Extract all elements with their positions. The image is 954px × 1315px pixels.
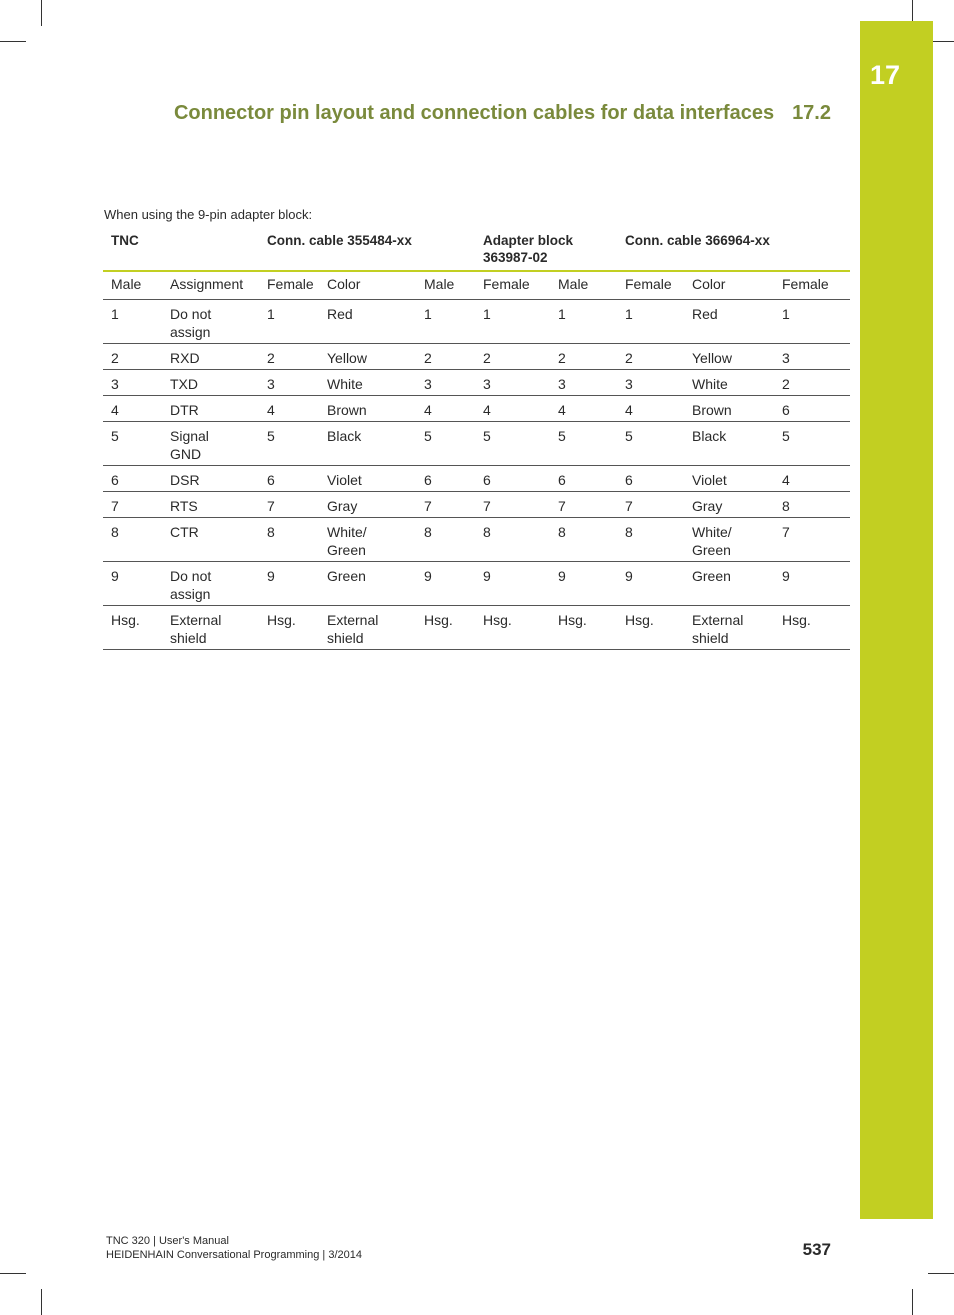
table-cell: Hsg. — [259, 606, 319, 650]
table-cell: 5 — [103, 422, 162, 466]
table-cell: Yellow — [319, 344, 416, 370]
page-number: 537 — [802, 1240, 831, 1259]
table-cell: 9 — [617, 562, 684, 606]
table-cell: 4 — [475, 396, 550, 422]
table-cell: White/ Green — [319, 518, 416, 562]
table-cell: 7 — [416, 492, 475, 518]
table-cell: DTR — [162, 396, 259, 422]
table-cell: 8 — [475, 518, 550, 562]
table-cell: Hsg. — [475, 606, 550, 650]
table-cell: 3 — [259, 370, 319, 396]
table-cell: 4 — [774, 466, 850, 492]
table-cell: 2 — [103, 344, 162, 370]
table-cell: 4 — [416, 396, 475, 422]
running-header-title: Connector pin layout and connection cables for data interfaces — [173, 102, 775, 124]
table-row — [103, 606, 850, 650]
crop-mark — [41, 1289, 42, 1315]
intro-text: When using the 9-pin adapter block: — [104, 207, 313, 222]
chapter-tab — [860, 21, 933, 1219]
table-cell: 5 — [259, 422, 319, 466]
table-row — [103, 370, 850, 396]
table-cell: 1 — [103, 300, 162, 344]
table-cell: RTS — [162, 492, 259, 518]
table-cell: 5 — [475, 422, 550, 466]
column-header-cell: Color — [319, 271, 416, 300]
column-header-cell: Color — [684, 271, 774, 300]
table-cell: RXD — [162, 344, 259, 370]
table-cell: 5 — [550, 422, 617, 466]
table-cell: Violet — [319, 466, 416, 492]
table-cell: 5 — [416, 422, 475, 466]
table-cell: 6 — [103, 466, 162, 492]
table-cell: 1 — [416, 300, 475, 344]
table-cell: 4 — [103, 396, 162, 422]
table-cell: Black — [319, 422, 416, 466]
table-cell: CTR — [162, 518, 259, 562]
table-cell: Signal GND — [162, 422, 259, 466]
table-cell: 8 — [103, 518, 162, 562]
table-cell: 3 — [617, 370, 684, 396]
table-cell: 7 — [774, 518, 850, 562]
table-cell: Do not assign — [162, 300, 259, 344]
table-cell: 5 — [617, 422, 684, 466]
group-header-cell: Adapter block 363987-02 — [475, 230, 617, 271]
table-cell: 1 — [259, 300, 319, 344]
table-cell: 7 — [475, 492, 550, 518]
table-cell: Hsg. — [774, 606, 850, 650]
table-cell: External shield — [162, 606, 259, 650]
table-cell: 2 — [774, 370, 850, 396]
table-cell: White — [684, 370, 774, 396]
table-cell: 3 — [550, 370, 617, 396]
group-header-cell: Conn. cable 355484-xx — [259, 230, 475, 271]
table-cell: Hsg. — [617, 606, 684, 650]
table-cell: 7 — [259, 492, 319, 518]
table-cell: Red — [684, 300, 774, 344]
table-cell: Black — [684, 422, 774, 466]
running-header-section: 17.2 — [792, 102, 831, 124]
table-cell: Green — [684, 562, 774, 606]
table-cell: 6 — [617, 466, 684, 492]
column-header-cell: Female — [475, 271, 550, 300]
column-header-cell: Female — [774, 271, 850, 300]
table-row — [103, 344, 850, 370]
chapter-number: 17 — [870, 60, 901, 90]
table-cell: Gray — [319, 492, 416, 518]
pin-layout-table — [103, 230, 850, 650]
table-row — [103, 300, 850, 344]
column-header-cell: Male — [103, 271, 162, 300]
column-header-cell: Male — [550, 271, 617, 300]
running-header — [100, 102, 831, 125]
table-cell: Yellow — [684, 344, 774, 370]
table-cell: 9 — [416, 562, 475, 606]
table-cell: Red — [319, 300, 416, 344]
table-row — [103, 422, 850, 466]
table-cell: 1 — [475, 300, 550, 344]
table-cell: White — [319, 370, 416, 396]
group-header-cell: Conn. cable 366964-xx — [617, 230, 850, 271]
table-cell: 6 — [475, 466, 550, 492]
table-cell: 2 — [550, 344, 617, 370]
table-cell: 5 — [774, 422, 850, 466]
column-header-cell: Female — [259, 271, 319, 300]
table-row — [103, 466, 850, 492]
table-cell: 2 — [617, 344, 684, 370]
table-row — [103, 492, 850, 518]
column-header-cell: Assignment — [162, 271, 259, 300]
table-cell: 3 — [475, 370, 550, 396]
crop-mark — [912, 1289, 913, 1315]
table-cell: Violet — [684, 466, 774, 492]
table-cell: Do not assign — [162, 562, 259, 606]
crop-mark — [0, 41, 26, 42]
table-cell: 9 — [550, 562, 617, 606]
footer — [106, 1234, 362, 1262]
table-cell: 4 — [617, 396, 684, 422]
table-cell: 1 — [774, 300, 850, 344]
column-header-cell: Female — [617, 271, 684, 300]
crop-mark — [41, 0, 42, 26]
table-row — [103, 562, 850, 606]
table-cell: Green — [319, 562, 416, 606]
table-cell: 1 — [550, 300, 617, 344]
table-group-header — [103, 230, 850, 271]
table-cell: 2 — [259, 344, 319, 370]
table-cell: 6 — [774, 396, 850, 422]
table-cell: 3 — [416, 370, 475, 396]
footer-line-1: TNC 320 | User's Manual — [106, 1235, 229, 1247]
table-cell: 8 — [774, 492, 850, 518]
table-cell: External shield — [684, 606, 774, 650]
table-cell: 8 — [550, 518, 617, 562]
table-column-header — [103, 271, 850, 300]
crop-mark — [0, 1273, 26, 1274]
table-cell: External shield — [319, 606, 416, 650]
table-cell: 7 — [103, 492, 162, 518]
table-cell: Hsg. — [103, 606, 162, 650]
table-row — [103, 518, 850, 562]
table-row — [103, 396, 850, 422]
table-cell: 6 — [259, 466, 319, 492]
table-cell: 4 — [550, 396, 617, 422]
table-cell: White/ Green — [684, 518, 774, 562]
table-cell: 1 — [617, 300, 684, 344]
table-cell: 6 — [416, 466, 475, 492]
table-cell: 3 — [774, 344, 850, 370]
table-cell: Gray — [684, 492, 774, 518]
table-cell: Hsg. — [416, 606, 475, 650]
table-cell: Brown — [684, 396, 774, 422]
table-cell: 4 — [259, 396, 319, 422]
table-cell: 9 — [103, 562, 162, 606]
table-body — [103, 300, 850, 650]
table-cell: Brown — [319, 396, 416, 422]
table-cell: 8 — [617, 518, 684, 562]
table-cell: DSR — [162, 466, 259, 492]
table-cell: 2 — [416, 344, 475, 370]
crop-mark — [928, 1273, 954, 1274]
table-cell: 9 — [774, 562, 850, 606]
table-cell: 2 — [475, 344, 550, 370]
table-cell: 9 — [475, 562, 550, 606]
table-cell: 3 — [103, 370, 162, 396]
table-cell: 8 — [259, 518, 319, 562]
table-cell: 8 — [416, 518, 475, 562]
table-cell: 7 — [550, 492, 617, 518]
table-cell: 6 — [550, 466, 617, 492]
footer-line-2: HEIDENHAIN Conversational Programming | 3/2014 — [106, 1249, 362, 1261]
table-cell: 7 — [617, 492, 684, 518]
table-cell: 9 — [259, 562, 319, 606]
column-header-cell: Male — [416, 271, 475, 300]
table-cell: TXD — [162, 370, 259, 396]
group-header-cell: TNC — [103, 230, 259, 271]
table-cell: Hsg. — [550, 606, 617, 650]
